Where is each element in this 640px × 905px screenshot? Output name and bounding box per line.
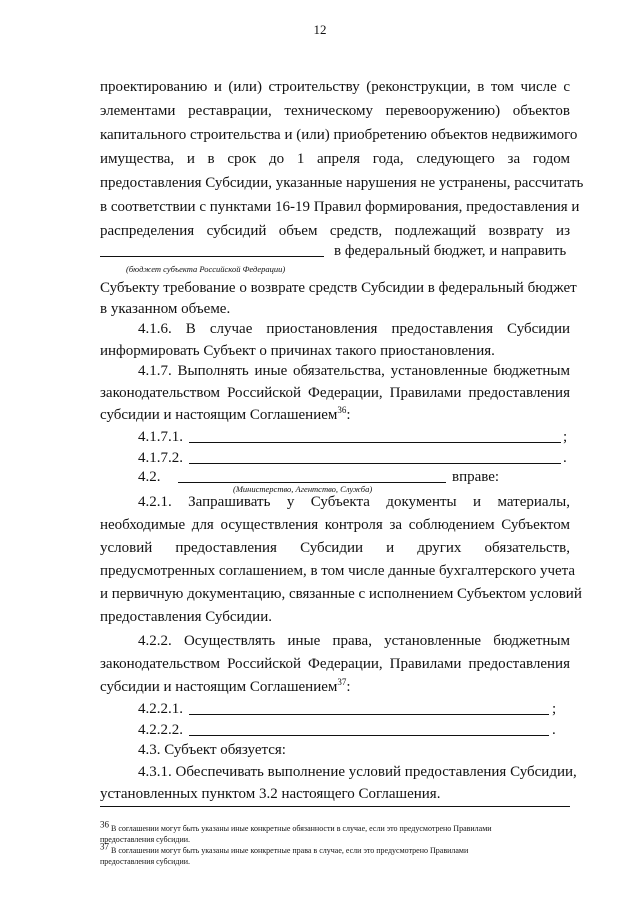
item-4-3-1-line: установленных пунктом 3.2 настоящего Соглашения. bbox=[100, 786, 441, 802]
item-4-3: 4.3. Субъект обязуется: bbox=[138, 742, 286, 758]
paragraph-line: элементами реставрации, техническому перевооружению) объектов bbox=[100, 103, 570, 119]
subitem-label: 4.1.7.2. bbox=[138, 450, 183, 466]
blank-tail-text: в федеральный бюджет, и направить bbox=[334, 243, 567, 259]
item-4-3-1-line: 4.3.1. Обеспечивать выполнение условий предоставления Субсидии, bbox=[138, 764, 577, 780]
item-4-2-1-line: необходимые для осуществления контроля за соблюдением Субъектом bbox=[100, 517, 570, 533]
authority-caption: (Министерство, Агентство, Служба) bbox=[233, 484, 373, 494]
line-end-mark: . bbox=[552, 722, 556, 738]
footnote-separator bbox=[100, 806, 570, 807]
item-4-2-1-line: и первичную документацию, связанные с исполнением Субъектом условий bbox=[100, 586, 582, 602]
footnote-36-cont: предоставления субсидии. bbox=[100, 835, 191, 844]
fill-in-line bbox=[189, 442, 561, 443]
item-4-1-7-line: законодательством Российской Федерации, Правилами предоставления bbox=[100, 385, 570, 401]
item-4-1-6-line: информировать Субъект о причинах такого приостановления. bbox=[100, 343, 495, 359]
paragraph-line: предоставления Субсидии, указанные нарушения не устранены, рассчитать bbox=[100, 175, 584, 191]
line-end-mark: ; bbox=[552, 701, 557, 717]
item-4-1-7-line: субсидии и настоящим Соглашением$^{36}$: bbox=[100, 405, 351, 423]
paragraph-line: капитального строительства и (или) приобретению объектов недвижимого bbox=[100, 127, 578, 143]
item-4-2-2-line: субсидии и настоящим Соглашением$^{37}$: bbox=[100, 677, 351, 695]
footnote-36: $^{36}$ В соглашении могут быть указаны иные конкретные обязанности в случае, если это предусмотрено Правилами bbox=[100, 819, 492, 833]
line-end-mark: ; bbox=[563, 429, 568, 445]
line-end-mark: . bbox=[563, 450, 567, 466]
paragraph-line: распределения субсидий объем средств, подлежащий возврату из bbox=[100, 223, 570, 239]
paragraph-line: проектированию и (или) строительству (реконструкции, в том числе с bbox=[100, 79, 570, 95]
paragraph-line: в соответствии с пунктами 16-19 Правил формирования, предоставления и bbox=[100, 199, 580, 215]
authority-blank-line bbox=[178, 482, 446, 483]
footnote-ref: 36 bbox=[337, 405, 347, 415]
item-4-2-2-line: законодательством Российской Федерации, Правилами предоставления bbox=[100, 656, 570, 672]
fill-in-line bbox=[189, 735, 549, 736]
item-4-2-1-line: 4.2.1. Запрашивать у Субъекта документы и материалы, bbox=[138, 494, 570, 510]
subitem-label: 4.1.7.1. bbox=[138, 429, 183, 445]
subitem-label: 4.2.2.2. bbox=[138, 722, 183, 738]
item-4-1-7-line: 4.1.7. Выполнять иные обязательства, установленные бюджетным bbox=[138, 363, 570, 379]
item-4-2-label: 4.2. bbox=[138, 469, 161, 485]
paragraph-line: в указанном объеме. bbox=[100, 301, 231, 317]
footnote-ref: 37 bbox=[337, 677, 347, 687]
item-4-2-tail: вправе: bbox=[452, 469, 500, 485]
item-4-1-6-line: 4.1.6. В случае приостановления предоставления Субсидии bbox=[138, 321, 570, 337]
item-4-2-1-line: предусмотренных соглашением, в том числе данные бухгалтерского учета bbox=[100, 563, 576, 579]
footnote-37-cont: предоставления субсидии. bbox=[100, 857, 191, 866]
page-number: 12 bbox=[313, 22, 327, 37]
budget-blank-line bbox=[100, 256, 324, 257]
subitem-label: 4.2.2.1. bbox=[138, 701, 183, 717]
blank-caption: (бюджет субъекта Российской Федерации) bbox=[126, 264, 286, 274]
fill-in-line bbox=[189, 714, 549, 715]
item-4-2-1-line: условий предоставления Субсидии и других обязательств, bbox=[100, 540, 570, 556]
paragraph-line: имущества, и в срок до 1 апреля года, следующего за годом bbox=[100, 151, 570, 167]
footnote-37: $^{37}$ В соглашении могут быть указаны иные конкретные права в случае, если это предусмотрено Правилами bbox=[100, 841, 469, 855]
item-4-2-1-line: предоставления Субсидии. bbox=[100, 609, 272, 625]
item-4-2-2-line: 4.2.2. Осуществлять иные права, установленные бюджетным bbox=[138, 633, 570, 649]
paragraph-line: Субъекту требование о возврате средств Субсидии в федеральный бюджет bbox=[100, 280, 577, 296]
fill-in-line bbox=[189, 463, 561, 464]
